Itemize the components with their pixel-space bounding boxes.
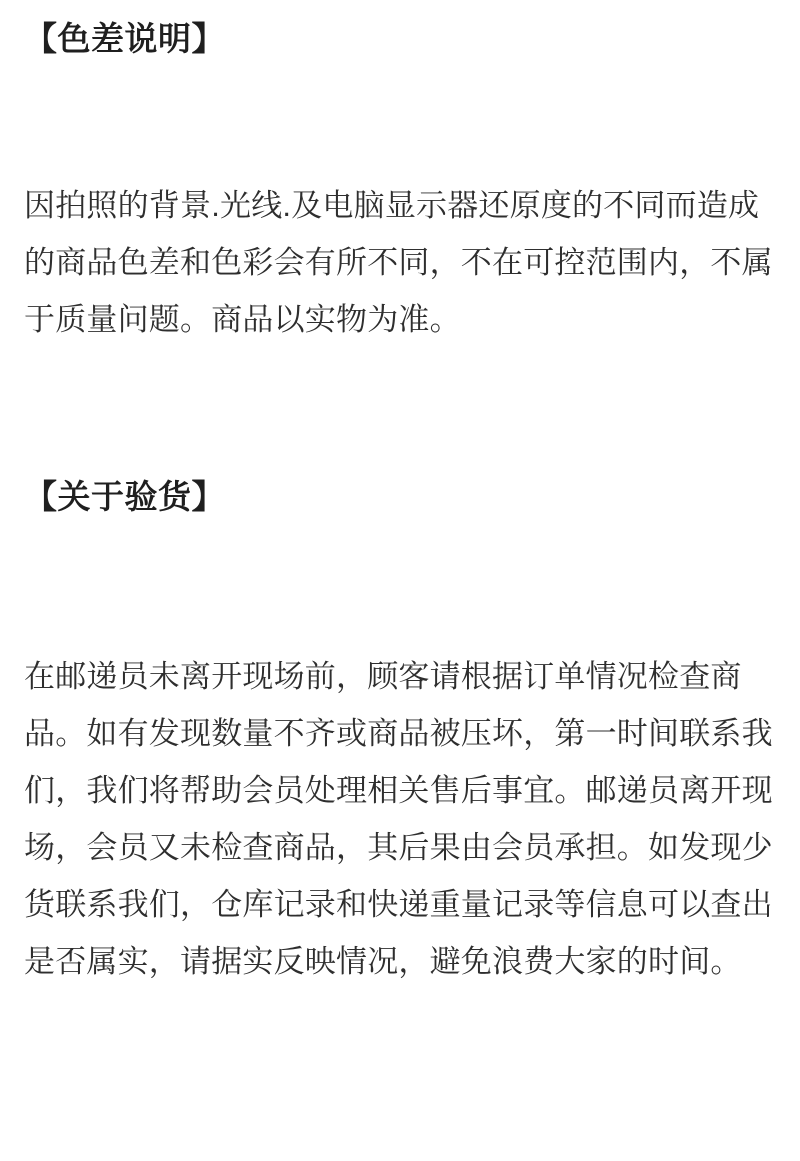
section-inspection: [24, 476, 776, 989]
spacer-after-heading-2: [24, 518, 776, 648]
spacer-after-heading-1: [24, 59, 776, 177]
section-heading-color-difference: 【色差说明】: [24, 20, 225, 57]
section-body-color-difference: 因拍照的背景.光线.及电脑显示器还原度的不同而造成的商品色差和色彩会有所不同，不在可控范围内，不属于质量问题。商品以实物为准。: [24, 188, 773, 338]
section-body-inspection: 在邮递员未离开现场前，顾客请根据订单情况检查商品。如有发现数量不齐或商品被压坏，第一时间联系我们，我们将帮助会员处理相关售后事宜。邮递员离开现场，会员又未检查商品，其后果由会员承担。如发现少货联系我们，仓库记录和快递重量记录等信息可以查出是否属实，请据实反映情况，避免浪费大家的时间。: [24, 658, 773, 979]
section-color-difference: [24, 18, 776, 348]
section-heading-inspection: 【关于验货】: [24, 478, 225, 516]
spacer-between-sections: [24, 348, 776, 476]
